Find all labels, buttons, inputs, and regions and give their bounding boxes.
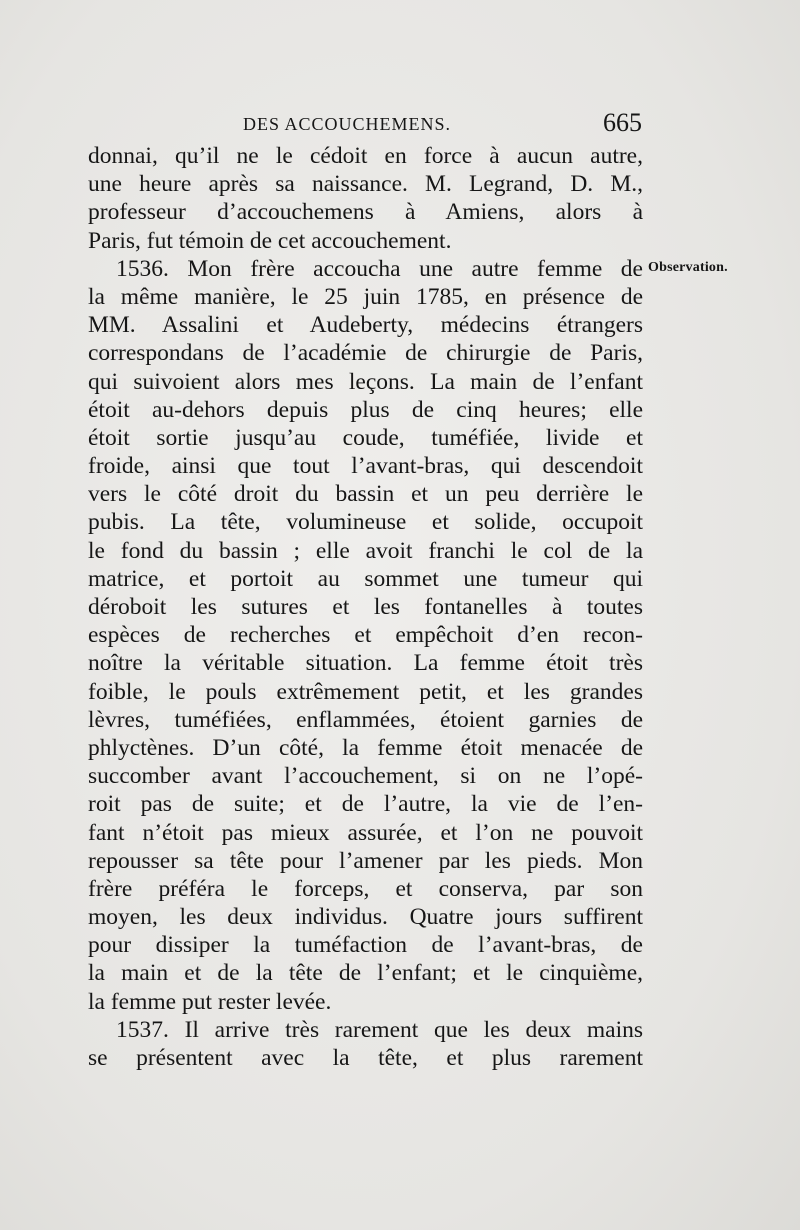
- text-line: fant n’étoit pas mieux assurée, et l’on ne pouvoit: [88, 819, 643, 846]
- text-line: la même manière, le 25 juin 1785, en présence de: [88, 283, 643, 310]
- text-line: lèvres, tuméfiées, enflammées, étoient garnies de: [88, 706, 643, 733]
- text-line: étoit sortie jusqu’au coude, tuméfiée, livide et: [88, 424, 643, 451]
- text-line: roit pas de suite; et de l’autre, la vie de l’en-: [88, 791, 643, 818]
- text-line: Paris, fut témoin de cet accouchement.: [88, 227, 452, 254]
- text-line: foible, le pouls extrêmement petit, et les grandes: [88, 678, 643, 705]
- text-line: froide, ainsi que tout l’avant-bras, qui descendoit: [88, 453, 643, 480]
- text-line: se présentent avec la tête, et plus rarement: [88, 1045, 643, 1071]
- text-line: qui suivoient alors mes leçons. La main de l’enfant: [88, 368, 643, 395]
- paragraph-start-1537: 1537. Il arrive très rarement que les deux mains: [116, 1016, 643, 1043]
- text-line: professeur d’accouchemens à Amiens, alors à: [88, 199, 643, 226]
- body-text: [88, 142, 643, 1072]
- text-line: vers le côté droit du bassin et un peu derrière le: [88, 481, 643, 508]
- text-line: repousser sa tête pour l’amener par les pieds. Mon: [88, 847, 643, 874]
- page-header: [88, 108, 642, 142]
- running-title: DES ACCOUCHEMENS.: [243, 114, 452, 134]
- text-line: noître la véritable situation. La femme étoit très: [88, 650, 643, 677]
- text-line: moyen, les deux individus. Quatre jours suffirent: [88, 904, 643, 931]
- marginal-note: Observation.: [648, 260, 728, 275]
- text-line: espèces de recherches et empêchoit d’en recon-: [88, 622, 643, 649]
- text-line: MM. Assalini et Audeberty, médecins étrangers: [88, 312, 643, 339]
- text-line: la femme put rester levée.: [88, 988, 332, 1015]
- text-line: étoit au-dehors depuis plus de cinq heures; elle: [88, 396, 643, 423]
- text-line: pubis. La tête, volumineuse et solide, occupoit: [88, 509, 643, 536]
- text-line: la main et de la tête de l’enfant; et le cinquième,: [88, 960, 643, 987]
- text-line: le fond du bassin ; elle avoit franchi le col de la: [88, 537, 643, 564]
- paragraph-start-1536: 1536. Mon frère accoucha une autre femme de: [116, 255, 643, 282]
- text-line: une heure après sa naissance. M. Legrand, D. M.,: [88, 171, 643, 198]
- text-line: déroboit les sutures et les fontanelles à toutes: [88, 594, 643, 620]
- text-line: matrice, et portoit au sommet une tumeur qui: [88, 565, 643, 592]
- text-line: frère préféra le forceps, et conserva, par son: [88, 875, 643, 902]
- text-line: pour dissiper la tuméfaction de l’avant-bras, de: [88, 932, 643, 959]
- text-line: phlyctènes. D’un côté, la femme étoit menacée de: [88, 734, 643, 761]
- page-number: 665: [603, 108, 642, 137]
- text-line: succomber avant l’accouchement, si on ne l’opé-: [88, 763, 643, 790]
- text-line: donnai, qu’il ne le cédoit en force à aucun autre,: [88, 143, 643, 169]
- text-line: correspondans de l’académie de chirurgie de Paris,: [88, 340, 643, 367]
